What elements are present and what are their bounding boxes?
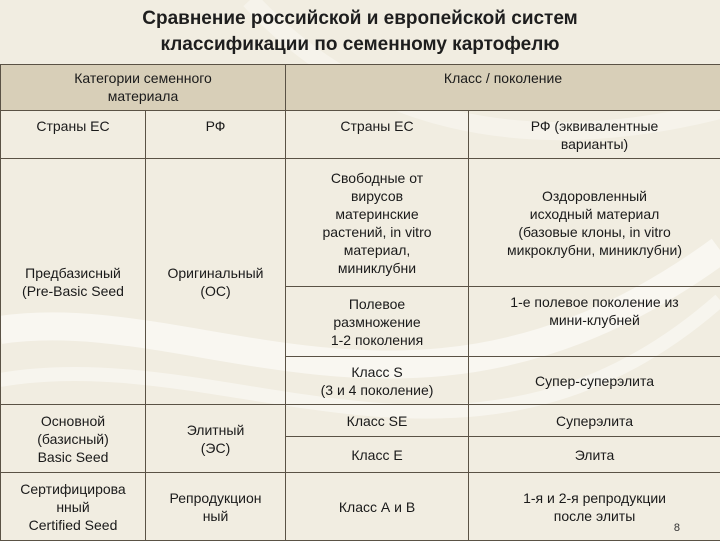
cell-prebasic-sub1-rf: Оздоровленный исходный материал (базовые клоны, in vitro микроклубни, миниклубни) (469, 159, 720, 287)
cell-certified-eu: Сертифицирова нный Certified Seed (1, 473, 146, 541)
title-line-1: Сравнение российской и европейской систем (0, 6, 720, 32)
cell-prebasic-sub3-eu: Класс S (3 и 4 поколение) (286, 357, 469, 405)
cell-certified-sub-rf: 1-я и 2-я репродукции после элиты (469, 473, 720, 541)
cell-prebasic-sub3-rf: Супер-суперэлита (469, 357, 720, 405)
cell-certified-sub-eu: Класс А и В (286, 473, 469, 541)
cell-basic-sub1-rf: Суперэлита (469, 405, 720, 437)
table-row (1, 473, 720, 541)
cell-prebasic-sub1-eu: Свободные от вирусов материнские растений, in vitro материал, миниклубни (286, 159, 469, 287)
table-subheader-row (1, 111, 720, 159)
subheader-eu-countries: Страны ЕС (1, 111, 146, 159)
cell-certified-rf: Репродукцион ный (146, 473, 286, 541)
table-row (1, 159, 720, 287)
header-class-generation: Класс / поколение (286, 65, 720, 111)
cell-prebasic-sub2-eu: Полевое размножение 1-2 поколения (286, 287, 469, 357)
cell-prebasic-eu: Предбазисный (Pre-Basic Seed (1, 159, 146, 405)
table-header-row (1, 65, 720, 111)
title-line-2: классификации по семенному картофелю (0, 32, 720, 58)
classification-table (0, 64, 720, 541)
cell-basic-sub1-eu: Класс SE (286, 405, 469, 437)
cell-basic-sub2-eu: Класс E (286, 437, 469, 473)
cell-basic-rf: Элитный (ЭС) (146, 405, 286, 473)
cell-prebasic-sub2-rf: 1-е полевое поколение из мини-клубней (469, 287, 720, 357)
subheader-rf: РФ (146, 111, 286, 159)
cell-prebasic-rf: Оригинальный (ОС) (146, 159, 286, 405)
subheader-eu-countries-2: Страны ЕС (286, 111, 469, 159)
cell-basic-eu: Основной (базисный) Basic Seed (1, 405, 146, 473)
page-title (0, 6, 720, 58)
header-categories: Категории семенного материала (1, 65, 286, 111)
cell-basic-sub2-rf: Элита (469, 437, 720, 473)
subheader-rf-equivalent: РФ (эквивалентные варианты) (469, 111, 720, 159)
page-number: 8 (674, 522, 680, 534)
table-row (1, 405, 720, 437)
